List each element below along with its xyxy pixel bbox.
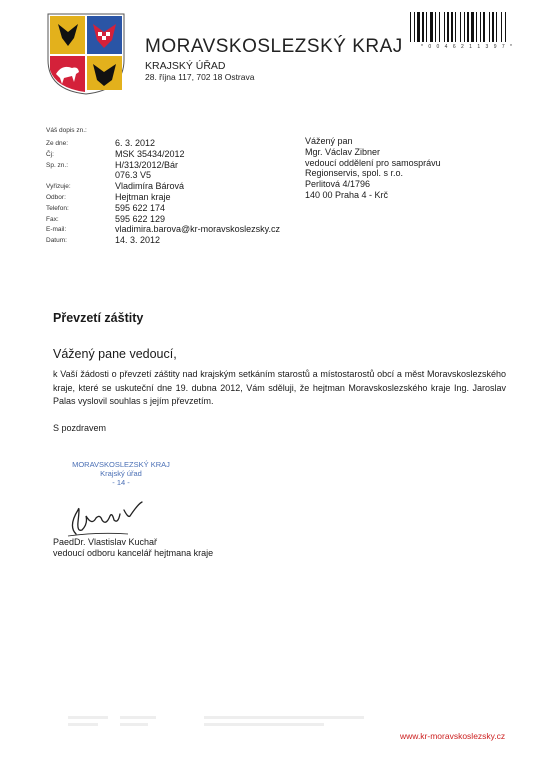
your-letter-ref-label: Váš dopis zn.: — [46, 127, 87, 134]
reference-value: vladimira.barova@kr-moravskoslezsky.cz — [115, 224, 281, 235]
reference-label: Sp. zn.: — [46, 161, 69, 169]
barcode-bar — [464, 12, 465, 42]
recipient-line: 140 00 Praha 4 - Krč — [305, 189, 389, 200]
recipient-line: Mgr. Václav Zibner — [305, 146, 381, 157]
barcode-bar — [483, 12, 485, 42]
barcode-number: * 0 0 4 6 2 1 1 3 9 7 * — [421, 44, 514, 50]
coat-of-arms-logo — [46, 12, 126, 96]
letter-body: k Vaší žádosti o převzetí záštity nad krajským setkáním starostů a místostarostů obcí a měst Moravskoslezského kraje, které se uskuteční dne 19. dubna 2012, Vám sděluji, že hejtman Moravskoslezského kraje Ing. Jaroslav Palas vyslovil souhlas s jejím převzetím. — [53, 369, 506, 406]
barcode-bar — [417, 12, 420, 42]
reference-label: Vyřizuje: — [46, 183, 71, 191]
office-address: 28. října 117, 702 18 Ostrava — [145, 72, 255, 82]
recipient-address — [305, 136, 441, 201]
barcode-icon — [409, 12, 526, 44]
letter-subject: Převzetí záštity — [53, 311, 144, 325]
reference-value: 14. 3. 2012 — [115, 235, 161, 246]
reference-label: Čj: — [46, 150, 54, 158]
coat-of-arms-icon — [46, 12, 126, 96]
reference-value: 595 622 174 — [115, 202, 166, 213]
signer-role: vedoucí odboru kancelář hejtmana kraje — [53, 548, 214, 558]
reference-label: Datum: — [46, 237, 67, 245]
barcode-bar — [476, 12, 477, 42]
signature-icon — [58, 496, 168, 540]
barcode-bar — [455, 12, 456, 42]
reference-label: E-mail: — [46, 226, 67, 234]
reference-value: MSK 35434/2012 — [115, 148, 185, 159]
recipient-line: vedoucí oddělení pro samosprávu — [305, 157, 441, 168]
office-name: KRAJSKÝ ÚŘAD — [145, 60, 226, 72]
faint-footer-decoration — [68, 714, 368, 730]
reference-value: 6. 3. 2012 — [115, 138, 156, 148]
website-link[interactable]: www.kr-moravskoslezsky.cz — [400, 731, 506, 741]
barcode-bar — [444, 12, 445, 42]
recipient-line: Vážený pan — [305, 136, 353, 146]
barcode-bar — [430, 12, 433, 42]
recipient-line: Regionservis, spol. s r.o. — [305, 168, 404, 179]
reference-value: 595 622 129 — [115, 213, 166, 224]
barcode-bar — [439, 12, 440, 42]
barcode-bar — [422, 12, 424, 42]
stamp-line: MORAVSKOSLEZSKÝ KRAJ — [72, 460, 170, 469]
barcode-bar — [460, 12, 461, 42]
barcode-bar — [505, 12, 506, 42]
barcode-bar — [471, 12, 474, 42]
barcode-bar — [496, 12, 497, 42]
stamp-line: Krajský úřad — [100, 469, 142, 478]
barcode-bar — [435, 12, 436, 42]
barcode-bar — [410, 12, 411, 42]
barcode-bar — [489, 12, 490, 42]
closing: S pozdravem — [53, 423, 107, 433]
reference-value: H/313/2012/Bár — [115, 159, 179, 170]
barcode-bar — [447, 12, 449, 42]
barcode-bar — [451, 12, 453, 42]
official-stamp — [66, 460, 176, 487]
organization-name: MORAVSKOSLEZSKÝ KRAJ — [145, 36, 403, 57]
reference-value: Hejtman kraje — [115, 191, 171, 202]
reference-label: Fax: — [46, 215, 59, 223]
barcode-bar — [492, 12, 494, 42]
barcode-bar — [501, 12, 502, 42]
recipient-line: Perlitová 4/1796 — [305, 179, 371, 190]
signer-name: PaedDr. Vlastislav Kuchař — [53, 537, 158, 547]
barcode-bar — [426, 12, 427, 42]
salutation: Vážený pane vedoucí, — [53, 347, 177, 361]
reference-label: Telefon: — [46, 204, 69, 212]
barcode-bar — [414, 12, 415, 42]
footer-faint-text — [68, 714, 368, 730]
barcode-bar — [467, 12, 469, 42]
reference-value: 076.3 V5 — [115, 170, 152, 181]
stamp-line: - 14 - — [112, 478, 130, 487]
reference-label: Ze dne: — [46, 140, 69, 147]
reference-label: Odbor: — [46, 193, 66, 201]
handwritten-signature — [58, 496, 168, 540]
reference-value: Vladimíra Bárová — [115, 181, 185, 192]
barcode-bar — [480, 12, 481, 42]
barcode — [409, 12, 526, 46]
